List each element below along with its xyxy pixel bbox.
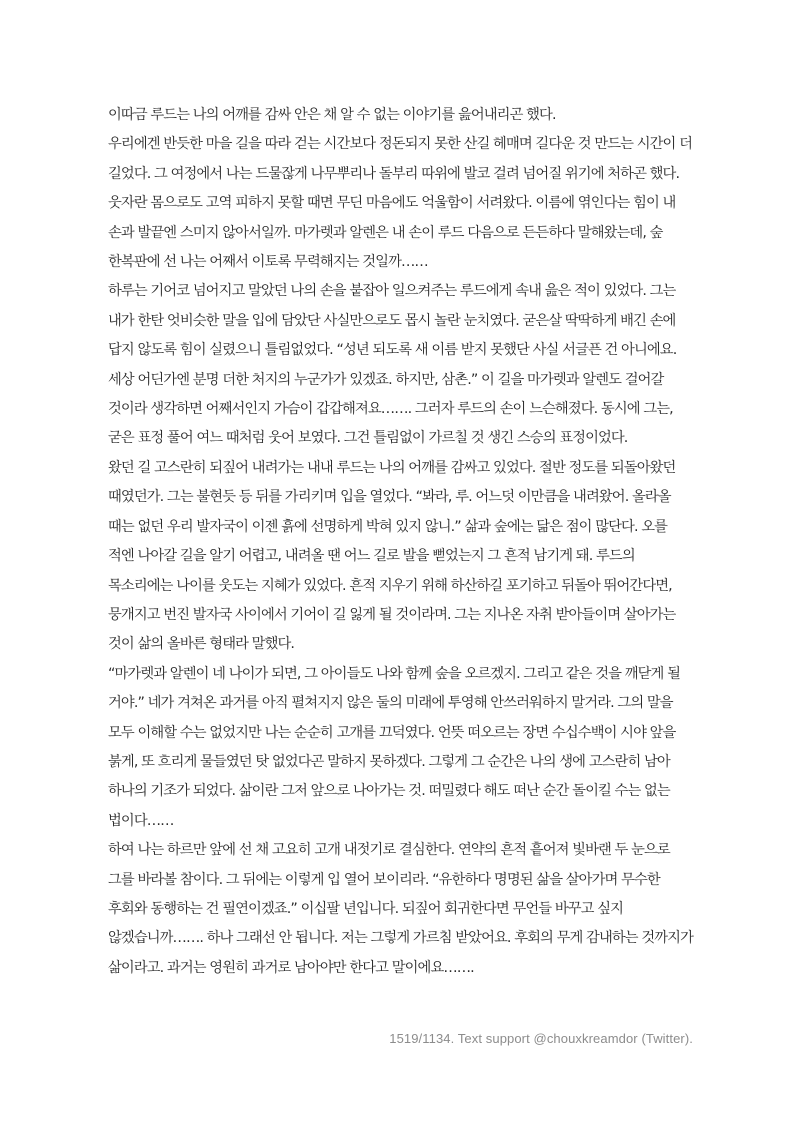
paragraph-1: 이따금 루드는 나의 어깨를 감싸 안은 채 알 수 없는 이야기를 읊어내리곤 했다. [108, 107, 556, 123]
footer-credit: 1519/1134. Text support @chouxkreamdor (Twitter). [389, 1031, 693, 1046]
paragraph-2: 우리에겐 반듯한 마을 길을 따라 걷는 시간보다 정돈되지 못한 산길 헤매며 길다운 것 만드는 시간이 더 길었다. 그 여정에서 나는 드물잖게 나무뿌리나 돌부리 따위에 발코 걸려 넘어질 위기에 처하곤 했다. 웃자란 몸으로도 고역 피하지 못할 때면 무딘 마음에도 억울함이 서려왔다. 이름에 엮인다는 힘이 내 손과 발끝엔 스미지 않아서일까. 마가렛과 알렌은 내 손이 루드 다음으로 든든하다 말해왔는데, 숲 한복판에 선 나는 어째서 이토록 무력해지는 것일까…… [108, 136, 693, 271]
document-body [108, 101, 696, 983]
paragraph-5: “마가렛과 알렌이 네 나이가 되면, 그 아이들도 나와 함께 숲을 오르겠지. 그리고 같은 것을 깨닫게 될 거야.” 네가 겨쳐온 과거를 아직 펼쳐지지 않은 둘의 미래에 투영해 안쓰러워하지 말거라. 그의 말을 모두 이해할 수는 없었지만 나는 순순히 고개를 끄덕였다. 언뜻 떠오르는 장면 수십수백이 시야 앞을 붉게, 또 흐리게 물들였던 탓 없었다곤 말하지 못하겠다. 그렇게 그 순간은 나의 생에 고스란히 남아 하나의 기조가 되었다. 삶이란 그저 앞으로 나아가는 것. 떠밀렸다 해도 떠난 순간 돌이킬 수는 없는 법이다…… [108, 665, 680, 829]
paragraph-6: 하여 나는 하르만 앞에 선 채 고요히 고개 내젓기로 결심한다. 연약의 흔적 흩어져 빛바랜 두 눈으로 그를 바라볼 참이다. 그 뒤에는 이렇게 입 열어 보이리라. “유한하다 명명된 삶을 살아가며 무수한 후회와 동행하는 건 필연이겠죠.” 이십팔 년입니다. 되짚어 회귀한다면 무언들 바꾸고 싶지 않겠습니까……. 하나 그래선 안 됩니다. 저는 그렇게 가르침 받았어요. 후회의 무게 감내하는 것까지가 삶이라고. 과거는 영원히 과거로 남아야만 한다고 말이에요……. [108, 842, 693, 976]
paragraph-4: 왔던 길 고스란히 되짚어 내려가는 내내 루드는 나의 어깨를 감싸고 있었다. 절반 정도를 되돌아왔던 때였던가. 그는 불현듯 등 뒤를 가리키며 입을 열었다. “봐라, 루. 어느덧 이만큼을 내려왔어. 올라올 때는 없던 우리 발자국이 이젠 흙에 선명하게 박혀 있지 않니.” 삶과 숲에는 닮은 점이 많단다. 오를 적엔 나아갈 길을 알기 어렵고, 내려올 땐 어느 길로 발을 뻗었는지 그 흔적 남기게 돼. 루드의 목소리에는 나이를 웃도는 지혜가 있었다. 흔적 지우기 위해 하산하길 포기하고 뒤돌아 뛰어간다면, 뭉개지고 번진 발자국 사이에서 기어이 길 잃게 될 것이라며. 그는 지나온 자취 받아들이며 살아가는 것이 삶의 올바른 형태라 말했다. [108, 459, 676, 653]
paragraph-3: 하루는 기어코 넘어지고 말았던 나의 손을 붙잡아 일으켜주는 루드에게 속내 읊은 적이 있었다. 그는 내가 한탄 엇비슷한 말을 입에 담았단 사실만으로도 몹시 놀란 눈치였다. 굳은살 딱딱하게 배긴 손에 답지 않도록 힘이 실렸으니 틀림없었다. “성년 되도록 새 이름 받지 못했단 사실 서글픈 건 아니에요. 세상 어딘가엔 분명 더한 처지의 누군가가 있겠죠. 하지만, 삼촌.” 이 길을 마가렛과 알렌도 걸어갈 것이라 생각하면 어째서인지 가슴이 갑갑해져요……. 그러자 루드의 손이 느슨해졌다. 동시에 그는, 굳은 표정 풀어 여느 때처럼 웃어 보였다. 그건 틀림없이 가르칠 것 생긴 스승의 표정이었다. [108, 283, 677, 447]
